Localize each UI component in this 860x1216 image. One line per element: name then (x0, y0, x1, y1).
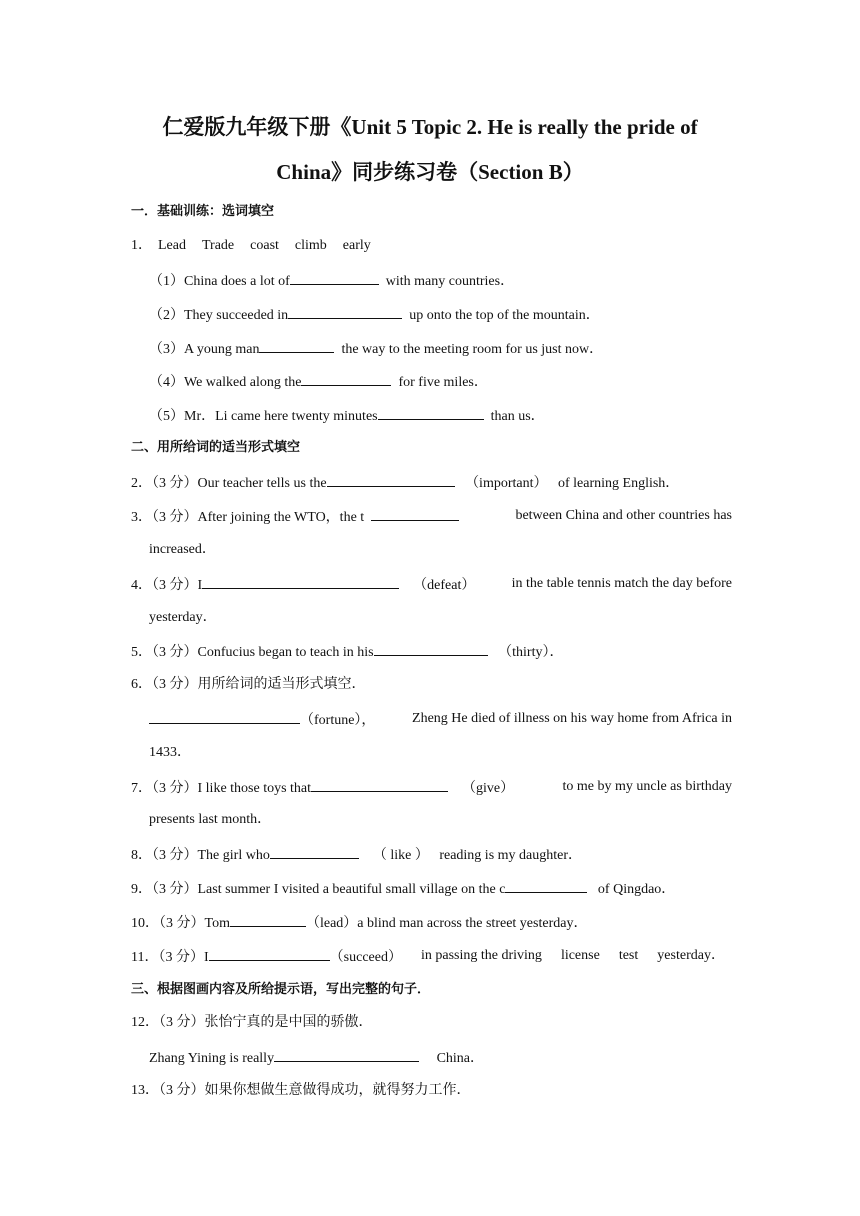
answer-blank[interactable] (378, 405, 484, 420)
answer-blank[interactable] (290, 270, 379, 285)
word-hint: （fortune）， (300, 713, 376, 728)
question-8: 8．（3 分）The girl who （ like ） reading is my daughter． (131, 844, 582, 866)
question-13: 13．（3 分）如果你想做生意做得成功，就得努力工作． (131, 1083, 471, 1098)
answer-blank[interactable] (230, 912, 306, 927)
word-hint: （give） (462, 781, 515, 796)
section-heading-3: 三、根据图画内容及所给提示语，写出完整的句子． (131, 982, 431, 997)
answer-blank[interactable] (270, 844, 359, 859)
word-bank-item: climb (294, 238, 327, 253)
question-1-item-3: （3）A young man the way to the meeting room for us just now． (149, 338, 603, 360)
document-title-line2: China》同步练习卷（Section B） (276, 160, 584, 184)
answer-blank[interactable] (371, 506, 459, 521)
question-1-item-4: （4）We walked along the for five miles． (149, 371, 488, 393)
question-2: 2．（3 分）Our teacher tells us the （important） of learning English． (131, 472, 679, 494)
answer-blank[interactable] (505, 878, 587, 893)
answer-blank[interactable] (311, 777, 448, 792)
answer-blank[interactable] (259, 338, 334, 353)
word-hint: （important） (465, 476, 548, 491)
question-12: 12．（3 分）张怡宁真的是中国的骄傲． (131, 1015, 373, 1030)
question-3-continued: increased． (149, 542, 216, 557)
section-heading-2: 二、用所给词的适当形式填空 (131, 440, 301, 455)
question-6: 6．（3 分）用所给词的适当形式填空． (131, 677, 366, 692)
answer-blank[interactable] (149, 709, 300, 724)
answer-blank[interactable] (288, 304, 402, 319)
question-1-item-5: （5）Mr．Li came here twenty minutes than us． (149, 405, 545, 427)
question-3: 3．（3 分）After joining the WTO，the t between China and other countries has (131, 508, 732, 525)
word-hint: （thirty）． (498, 645, 564, 660)
question-10: 10．（3 分）Tom （lead）a blind man across the street yesterday． (131, 912, 587, 934)
question-5: 5．（3 分）Confucius began to teach in his （thirty）． (131, 641, 563, 663)
question-9: 9．（3 分）Last summer I visited a beautiful small village on the c of Qingdao． (131, 878, 675, 900)
question-6-body: （fortune）， Zheng He died of illness on his way home from Africa in (149, 709, 732, 731)
section-heading-1: 一．基础训练：选词填空 (131, 204, 275, 219)
question-7: 7．（3 分）I like those toys that （give） to me by my uncle as birthday (131, 779, 732, 796)
word-bank-item: early (342, 238, 371, 253)
word-hint: （defeat） (413, 578, 476, 593)
word-hint: （ like ） (372, 848, 429, 863)
word-hint: （lead） (305, 916, 358, 931)
question-number: 1． (131, 238, 152, 253)
question-1-item-2: （2）They succeeded in up onto the top of the mountain． (149, 304, 600, 326)
question-1-word-bank (131, 236, 371, 256)
word-bank-item: Lead (158, 238, 186, 253)
answer-blank[interactable] (274, 1047, 419, 1062)
question-4: 4．（3 分）I （defeat） in the table tennis match the day before (131, 576, 732, 593)
question-6-continued: 1433． (149, 745, 191, 760)
answer-blank[interactable] (202, 574, 399, 589)
answer-blank[interactable] (301, 371, 391, 386)
question-1-item-1: （1）China does a lot of with many countries． (149, 270, 514, 292)
word-bank-item: coast (250, 238, 279, 253)
question-7-continued: presents last month． (149, 812, 272, 827)
document-title-line1: 仁爱版九年级下册《Unit 5 Topic 2. He is really the pride of (162, 115, 698, 139)
question-12-body: Zhang Yining is really China． (149, 1047, 484, 1069)
answer-blank[interactable] (209, 946, 330, 961)
word-bank-item: Trade (201, 238, 235, 253)
question-11: 11．（3 分）I （succeed） in passing the driving license test yesterday． (131, 948, 725, 965)
word-hint: （succeed） (329, 950, 402, 965)
answer-blank[interactable] (374, 641, 488, 656)
question-4-continued: yesterday． (149, 610, 217, 625)
answer-blank[interactable] (327, 472, 455, 487)
